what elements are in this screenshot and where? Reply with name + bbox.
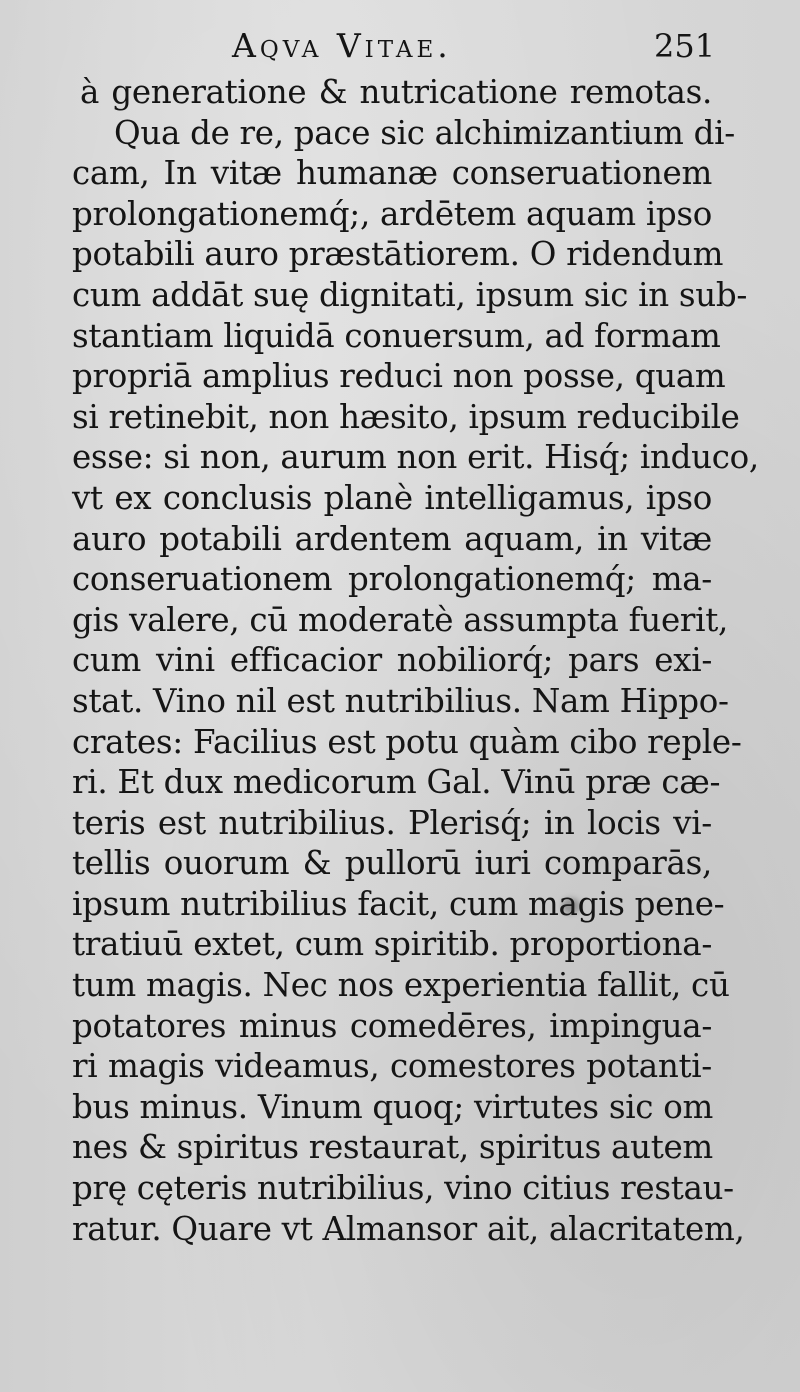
- text-line: auro potabili ardentem aquam, in vitæ: [72, 519, 712, 558]
- text-line: potatores minus comedēres, impingua-: [72, 1006, 712, 1045]
- page-number: 251: [654, 27, 716, 65]
- text-line: ipsum nutribilius facit, cum magis pene-: [72, 884, 725, 923]
- text-line: propriā amplius reduci non posse, quam: [72, 357, 726, 396]
- text-line: vt ex conclusis planè intelligamus, ipso: [72, 478, 712, 517]
- text-line: ri magis videamus, comestores potanti-: [72, 1047, 712, 1086]
- text-line: ratur. Quare vt Almansor ait, alacritatem,: [72, 1209, 745, 1248]
- text-line: tratiuū extet, cum spiritib. proportiona-: [72, 925, 713, 964]
- text-line: tellis ouorum & pullorū iuri comparās,: [72, 844, 712, 883]
- text-line: Qua de re, pace sic alchimizantium di-: [114, 113, 735, 152]
- ink-smudge: [562, 898, 580, 914]
- text-line: teris est nutribilius. Plerisq́; in locis vi-: [72, 803, 712, 842]
- text-line: cum vini efficacior nobiliorq́; pars exi-: [72, 641, 712, 680]
- text-line: bus minus. Vinum quoq; virtutes sic om: [72, 1087, 714, 1126]
- text-line: conseruationem prolongationemq́; ma-: [72, 560, 712, 599]
- text-line: ri. Et dux medicorum Gal. Vinū præ cæ-: [72, 763, 721, 802]
- text-line: cum addāt suę dignitati, ipsum sic in sub-: [72, 275, 748, 314]
- text-line: cam, In vitæ humanæ conseruationem: [72, 154, 712, 193]
- body-text: [72, 72, 759, 1249]
- text-line: prolongationemq́;, ardētem aquam ipso: [72, 194, 713, 233]
- text-line: crates: Facilius est potu quàm cibo reple-: [72, 722, 742, 761]
- text-line: prę cęteris nutribilius, vino citius restau-: [72, 1169, 734, 1208]
- text-line: stantiam liquidā conuersum, ad formam: [72, 316, 721, 355]
- text-line: si retinebit, non hæsito, ipsum reducibile: [72, 397, 740, 436]
- running-title: Aqva Vitae.: [232, 26, 452, 65]
- text-line: esse: si non, aurum non erit. Hisq́; induco,: [72, 438, 759, 477]
- text-line: à generatione & nutricatione remotas.: [80, 73, 712, 111]
- text-line: tum magis. Nec nos experientia fallit, cū: [72, 966, 730, 1005]
- text-line: stat. Vino nil est nutribilius. Nam Hippo-: [72, 681, 729, 720]
- text-line: nes & spiritus restaurat, spiritus autem: [72, 1128, 713, 1167]
- text-line: gis valere, cū moderatè assumpta fuerit,: [72, 600, 728, 639]
- text-line: potabili auro præstātiorem. O ridendum: [72, 235, 724, 274]
